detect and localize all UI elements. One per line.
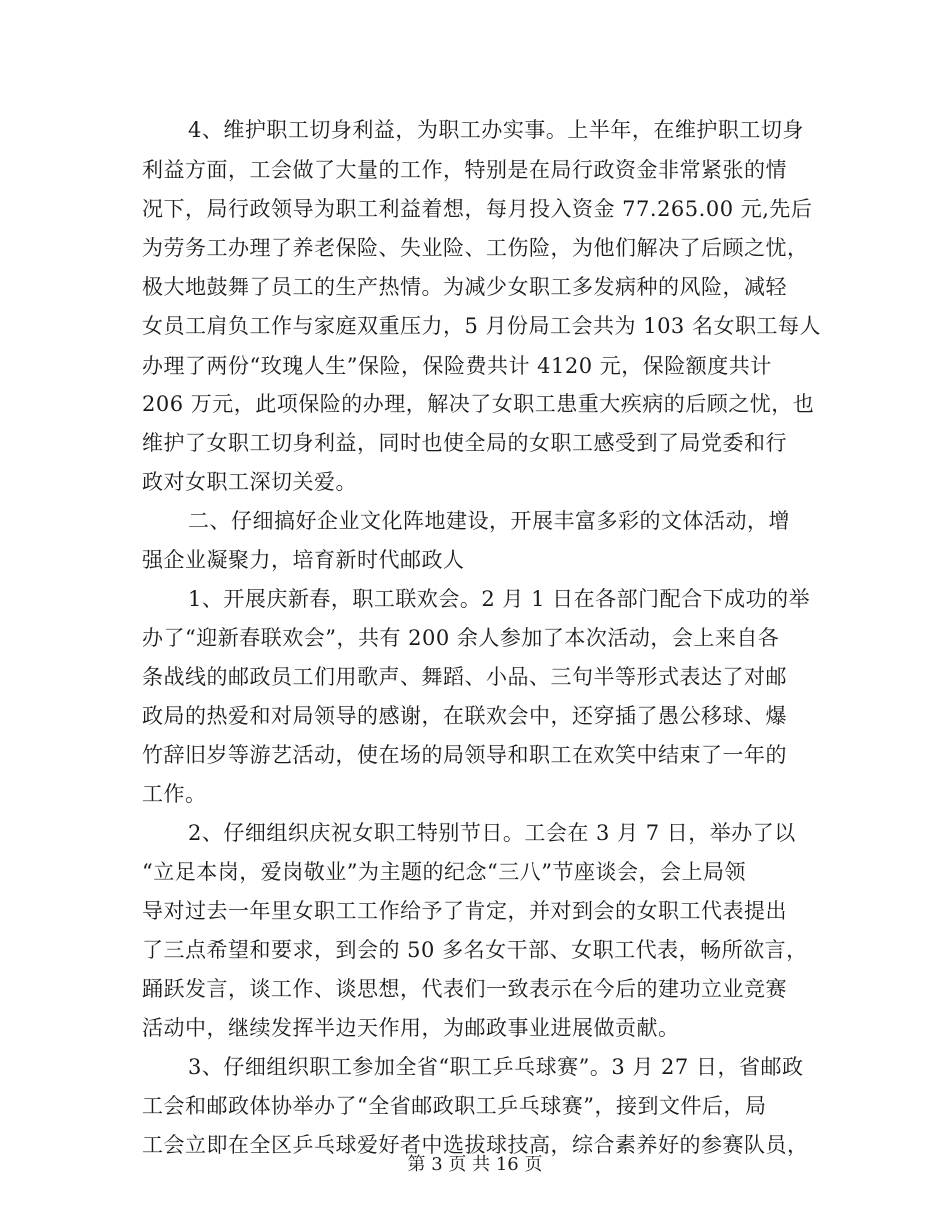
section-heading-line: 二、仔细搞好企业文化阵地建设，开展丰富多彩的文体活动，增 <box>188 509 790 533</box>
text-line: 利益方面，工会做了大量的工作，特别是在局行政资金非常紧张的情 <box>142 158 787 182</box>
text-line: 活动中，继续发挥半边天作用，为邮政事业进展做贡献。 <box>142 1016 680 1040</box>
text-line: 2、仔细组织庆祝女职工特别节日。工会在 3 月 7 日，举办了以 <box>188 821 796 845</box>
text-line: “立足本岗，爱岗敬业”为主题的纪念“三八”节座谈会，会上局领 <box>142 860 746 884</box>
text-line: 1、开展庆新春，职工联欢会。2 月 1 日在各部门配合下成功的举 <box>188 587 811 611</box>
text-line: 维护了女职工切身利益，同时也使全局的女职工感受到了局党委和行 <box>142 431 787 455</box>
text-line: 竹辞旧岁等游艺活动，使在场的局领导和职工在欢笑中结束了一年的 <box>142 743 787 767</box>
text-line: 况下，局行政领导为职工利益着想，每月投入资金 77.265.00 元,先后 <box>142 197 813 221</box>
text-line: 工会和邮政体协举办了“全省邮政职工乒乓球赛”，接到文件后，局 <box>142 1094 767 1118</box>
text-line: 206 万元，此项保险的办理，解决了女职工患重大疾病的后顾之忧，也 <box>142 392 815 416</box>
text-line: 了三点希望和要求，到会的 50 多名女干部、女职工代表，畅所欲言， <box>142 938 808 962</box>
page-number-footer: 第 3 页 共 16 页 <box>407 1154 543 1175</box>
text-line: 4、维护职工切身利益，为职工办实事。上半年，在维护职工切身 <box>188 118 804 142</box>
section-heading-line: 强企业凝聚力，培育新时代邮政人 <box>142 548 465 572</box>
text-line: 工作。 <box>142 782 207 806</box>
text-line: 踊跃发言，谈工作、谈思想，代表们一致表示在今后的建功立业竞赛 <box>142 977 787 1001</box>
text-line: 导对过去一年里女职工工作给予了肯定，并对到会的女职工代表提出 <box>142 899 787 923</box>
text-line: 办了“迎新春联欢会”，共有 200 余人参加了本次活动，会上来自各 <box>142 626 780 650</box>
text-line: 政局的热爱和对局领导的感谢，在联欢会中，还穿插了愚公移球、爆 <box>142 704 787 728</box>
text-line: 办理了两份“玫瑰人生”保险，保险费共计 4120 元，保险额度共计 <box>142 354 772 378</box>
text-line: 政对女职工深切关爱。 <box>142 470 357 494</box>
text-line: 为劳务工办理了养老保险、失业险、工伤险，为他们解决了后顾之忧， <box>142 236 809 260</box>
text-line: 条战线的邮政员工们用歌声、舞蹈、小品、三句半等形式表达了对邮 <box>142 665 787 689</box>
text-line: 3、仔细组织职工参加全省“职工乒乓球赛”。3 月 27 日，省邮政 <box>188 1055 804 1079</box>
text-line: 女员工肩负工作与家庭双重压力，5 月份局工会共为 103 名女职工每人 <box>142 314 821 338</box>
text-line: 极大地鼓舞了员工的生产热情。为减少女职工多发病种的风险，减轻 <box>142 275 787 299</box>
text-line: 工会立即在全区乒乓球爱好者中选拔球技高，综合素养好的参赛队员， <box>142 1133 809 1157</box>
